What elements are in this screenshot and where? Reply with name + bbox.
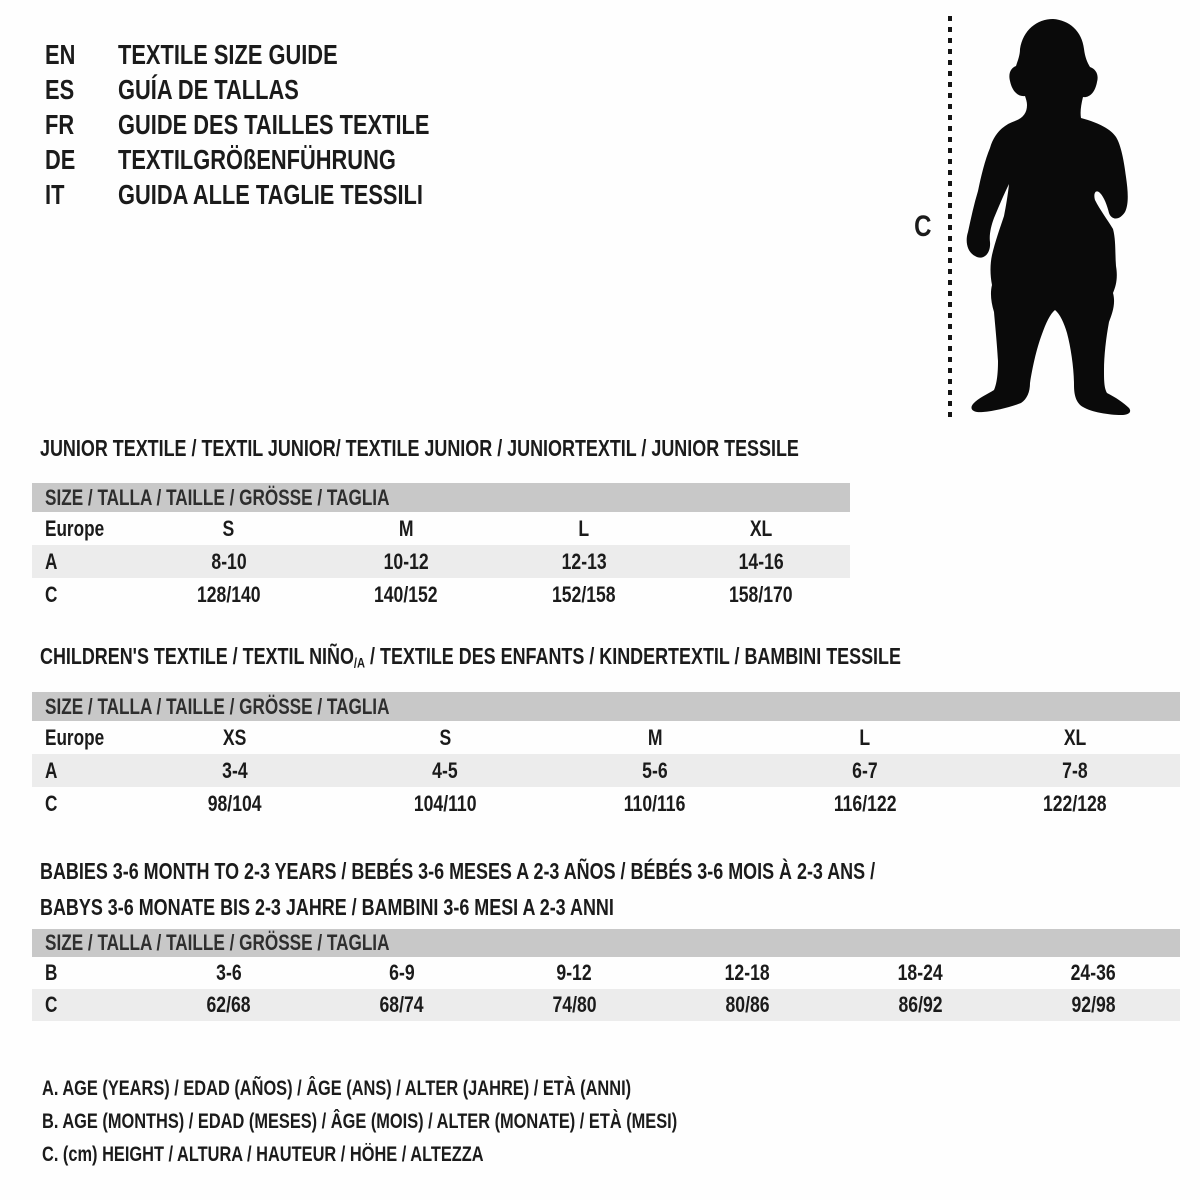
row-label: C — [45, 582, 58, 607]
babies-section-title — [40, 853, 1111, 925]
lang-title-de: TEXTILGRÖßENFÜHRUNG — [118, 144, 396, 175]
lang-title-es: GUÍA DE TALLAS — [118, 74, 299, 105]
babies-row-age-months: B 3-6 6-9 9-12 12-18 18-24 24-36 — [32, 957, 1180, 989]
children-row-age-years: A 3-4 4-5 5-6 6-7 7-8 — [32, 754, 1180, 787]
junior-section-title: JUNIOR TEXTILE / TEXTIL JUNIOR/ TEXTILE JUNIOR / JUNIORTEXTIL / JUNIOR TESSILE — [40, 435, 799, 461]
babies-title-line1: BABIES 3-6 MONTH TO 2-3 YEARS / BEBÉS 3-6 MESES A 2-3 AÑOS / BÉBÉS 3-6 MOIS À 2-3 ANS / — [40, 858, 876, 884]
children-row-europe: Europe XS S M L XL — [32, 721, 1180, 754]
children-row-height: C 98/104 104/110 110/116 116/122 122/128 — [32, 787, 1180, 820]
row-label: A — [45, 549, 58, 574]
junior-row-height: C 128/140 140/152 152/158 158/170 — [32, 578, 850, 611]
junior-size-header-bar: SIZE / TALLA / TAILLE / GRÖSSE / TAGLIA — [32, 483, 850, 512]
lang-title-it: GUIDA ALLE TAGLIE TESSILI — [118, 179, 423, 210]
lang-code-es: ES — [45, 74, 75, 105]
lang-code-fr: FR — [45, 109, 75, 140]
lang-row-fr — [45, 107, 517, 142]
children-section-title: CHILDREN'S TEXTILE / TEXTIL $NIÑO_{/A}$ / TEXTILE DES ENFANTS / KINDERTEXTIL / BAMBINI TESSILE — [40, 643, 901, 672]
height-dashed-line — [948, 16, 952, 418]
measurement-legend — [42, 1072, 856, 1171]
lang-code-en: EN — [45, 39, 76, 70]
babies-title-line2: BABYS 3-6 MONATE BIS 2-3 JAHRE / BAMBINI 3-6 MESI A 2-3 ANNI — [40, 894, 614, 920]
babies-size-table — [32, 929, 1180, 1021]
language-title-list — [45, 37, 517, 212]
row-label: C — [45, 992, 58, 1017]
lang-title-fr: GUIDE DES TAILLES TEXTILE — [118, 109, 430, 140]
legend-line-c: C. (cm) HEIGHT / ALTURA / HAUTEUR / HÖHE / ALTEZZA — [42, 1143, 484, 1166]
lang-row-es — [45, 72, 517, 107]
lang-code-it: IT — [45, 179, 65, 210]
children-title-subscript: /A — [353, 655, 366, 672]
lang-row-de — [45, 142, 517, 177]
lang-title-en: TEXTILE SIZE GUIDE — [118, 39, 338, 70]
height-measure-label: C — [914, 210, 932, 243]
row-label: Europe — [45, 516, 105, 541]
toddler-silhouette-image — [963, 14, 1141, 418]
legend-line-a: A. AGE (YEARS) / EDAD (AÑOS) / ÂGE (ANS) / ALTER (JAHRE) / ETÀ (ANNI) — [42, 1077, 632, 1100]
junior-row-age-years: A 8-10 10-12 12-13 14-16 — [32, 545, 850, 578]
babies-row-height: C 62/68 68/74 74/80 80/86 86/92 92/98 — [32, 989, 1180, 1021]
row-label: C — [45, 791, 58, 816]
row-label: Europe — [45, 725, 105, 750]
row-label: B — [45, 960, 58, 985]
junior-row-europe: Europe S M L XL — [32, 512, 850, 545]
lang-code-de: DE — [45, 144, 76, 175]
lang-row-en — [45, 37, 517, 72]
junior-size-table — [32, 483, 850, 611]
lang-row-it — [45, 177, 517, 212]
children-size-table — [32, 692, 1180, 820]
children-size-header-bar: SIZE / TALLA / TAILLE / GRÖSSE / TAGLIA — [32, 692, 1180, 721]
babies-size-header-bar: SIZE / TALLA / TAILLE / GRÖSSE / TAGLIA — [32, 929, 1180, 957]
row-label: A — [45, 758, 58, 783]
legend-line-b: B. AGE (MONTHS) / EDAD (MESES) / ÂGE (MOIS) / ALTER (MONATE) / ETÀ (MESI) — [42, 1110, 678, 1133]
